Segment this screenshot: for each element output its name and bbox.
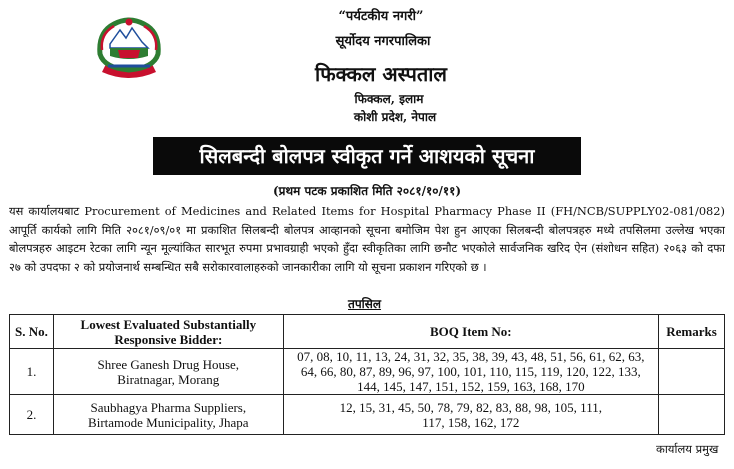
header-bidder: Lowest Evaluated Substantially Responsive Bidder: [53, 315, 283, 349]
municipality-name: सूर्योदय नगरपालिका [335, 34, 431, 49]
province-name: कोशी प्रदेश, नेपाल [353, 110, 437, 124]
office-location: फिक्कल, इलाम [354, 92, 424, 106]
row-bidder [53, 349, 283, 395]
notice-body: यस कार्यालयबाट Procurement of Medicines and Related Items for Hospital Pharmacy Phase II (FH/NCB/SUPPLY02-081/082) आपूर्ति कार्यको लागि मिति २०८१/०९/०१ मा प्रकाशित सिलबन्दी बोलपत्र आव्हानको सूचना बमोजिम पेश हुन आएका सिलबन्दी बोलपत्रहरु मध्ये तपसिलमा उल्लेख भएका बोलपत्रहरु आइटम रेटका लागि न्यून मूल्यांकित सारभूत रुपमा प्रभावग्राही भएको हुँदा स्वीकृतिका लागि छनौट भएकोले सार्वजनिक खरिद ऐन (संशोधन सहित) २०६३ को दफा २७ को उपदफा २ को प्रयोजनार्थ सम्बन्धित सबै सरोकारवालाहरुको जानकारीका लागि यो सूचना प्रकाशन गरिएको छ । [9, 204, 725, 274]
row-boq [283, 349, 658, 395]
boq-line: 144, 145, 147, 151, 152, 159, 163, 168, 170 [357, 379, 585, 394]
row-remarks [658, 349, 724, 395]
bidder-address: Birtamode Municipality, Jhapa [88, 414, 249, 430]
row-boq [283, 395, 658, 435]
signatory: कार्यालय प्रमुख [656, 442, 719, 456]
row-sn: 1. [10, 349, 54, 395]
table-row [10, 395, 725, 435]
schedule-heading: तपसिल [348, 297, 382, 311]
table-row [10, 349, 725, 395]
office-name: फिक्कल अस्पताल [315, 62, 447, 86]
boq-line: 64, 66, 80, 87, 89, 96, 97, 100, 101, 110, 115, 119, 120, 122, 133, [300, 364, 641, 379]
publish-date-note: (प्रथम पटक प्रकाशित मिति २०८१/१०/११) [273, 184, 461, 198]
boq-line: 12, 15, 31, 45, 50, 78, 79, 82, 83, 88, 98, 105, 111, [339, 399, 602, 415]
header-remarks: Remarks [658, 315, 724, 349]
table-header-row [10, 315, 725, 349]
slogan: “पर्यटकीय नगरी” [338, 9, 424, 24]
row-remarks [658, 395, 724, 435]
bidder-name: Saubhagya Pharma Suppliers, [90, 399, 247, 415]
header-sn: S. No. [10, 315, 54, 349]
bidder-address: Biratnagar, Morang [117, 371, 220, 387]
row-sn: 2. [10, 395, 54, 435]
boq-line: 07, 08, 10, 11, 13, 24, 31, 32, 35, 38, 39, 43, 48, 51, 56, 61, 62, 63, [297, 349, 645, 364]
row-bidder [53, 395, 283, 435]
boq-line: 117, 158, 162, 172 [422, 414, 520, 430]
notice-title: सिलबन्दी बोलपत्र स्वीकृत गर्ने आशयको सूचना [153, 137, 581, 175]
header-boq: BOQ Item No: [283, 315, 658, 349]
bidder-table [9, 314, 725, 435]
bidder-name: Shree Ganesh Drug House, [97, 356, 240, 372]
